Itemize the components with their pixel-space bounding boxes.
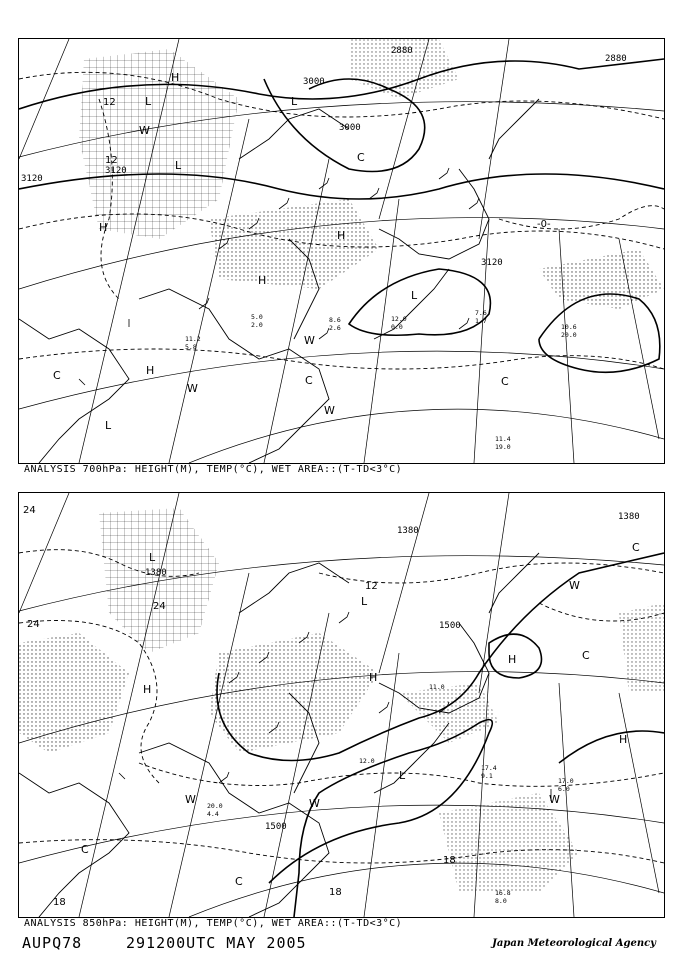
station-value: 6.0: [558, 785, 570, 793]
station-value: 10.6: [561, 323, 577, 331]
station-value: 8.6: [329, 316, 341, 324]
wet-areas: [19, 508, 664, 893]
low-center: L: [291, 95, 298, 108]
station-value: 5.8: [185, 343, 197, 351]
chart-code: AUPQ78: [22, 934, 83, 952]
station-value: 20.0: [207, 802, 223, 810]
station-value: 2.6: [329, 324, 341, 332]
station-value: 0.0: [391, 323, 403, 331]
high-center: H: [171, 71, 180, 84]
isotherm-label: 24: [23, 505, 36, 516]
station-value: 11.2: [185, 335, 201, 343]
height-label: 1500: [439, 621, 461, 631]
station-value: 1.7: [475, 317, 487, 325]
high-center: H: [99, 221, 108, 234]
station-value: 20.0: [561, 331, 577, 339]
low-center: L: [411, 289, 418, 302]
isotherm-label: 24: [27, 619, 40, 630]
height-label: 3000: [339, 123, 361, 133]
height-label: 1380: [145, 568, 167, 578]
high-center: H: [619, 733, 628, 746]
station-value: 5.0: [251, 313, 263, 321]
low-center: L: [361, 595, 368, 608]
height-label: 3120: [105, 166, 127, 176]
warm-center: W: [324, 404, 335, 417]
station-value: 17.4: [481, 764, 497, 772]
high-center: H: [369, 671, 378, 684]
warm-center: W: [139, 124, 150, 137]
warm-center: W: [569, 579, 580, 592]
station-value: 2.0: [251, 321, 263, 329]
high-center: H: [258, 274, 267, 287]
high-center: H: [508, 653, 517, 666]
cold-center: C: [305, 374, 313, 387]
low-center: L: [399, 769, 406, 782]
map-panel-850hpa: [18, 492, 665, 918]
cold-center: C: [582, 649, 590, 662]
isotherm-label: 18: [329, 887, 342, 898]
map-canvas-700hpa: [19, 39, 664, 463]
isotherm-label: 12: [105, 155, 118, 166]
pressure-centers: [143, 551, 627, 782]
height-label: 3120: [21, 174, 43, 184]
height-label: 3120: [481, 258, 503, 268]
isotherm-label: 18: [443, 855, 456, 866]
isotherm-label: 18: [53, 897, 66, 908]
map-panel-700hpa: [18, 38, 665, 464]
height-label: 1380: [618, 512, 640, 522]
panel-caption-700hpa: ANALYSIS 700hPa: HEIGHT(M), TEMP(°C), WET AREA::(T-TD<3°C): [24, 464, 403, 475]
station-observations: [185, 309, 577, 451]
station-value: 4.4: [207, 810, 219, 818]
cold-center: C: [501, 375, 509, 388]
panel-caption-850hpa: ANALYSIS 850hPa: HEIGHT(M), TEMP(°C), WET AREA::(T-TD<3°C): [24, 918, 403, 929]
cold-center: C: [81, 843, 89, 856]
height-label: 1500: [265, 822, 287, 832]
station-value: 8.0: [495, 897, 507, 905]
station-value: 9.1: [481, 772, 493, 780]
low-center: L: [175, 159, 182, 172]
low-center: L: [149, 551, 156, 564]
warm-center: W: [304, 334, 315, 347]
height-label: 3000: [303, 77, 325, 87]
map-canvas-850hpa: [19, 493, 664, 917]
height-label: 1380: [397, 526, 419, 536]
cold-center: C: [357, 151, 365, 164]
low-center: L: [105, 419, 112, 432]
station-value: 11.0: [429, 683, 445, 691]
height-label: 2880: [605, 54, 627, 64]
height-label: 2880: [391, 46, 413, 56]
station-value: 16.8: [495, 889, 511, 897]
station-value: 19.0: [495, 443, 511, 451]
warm-center: W: [187, 382, 198, 395]
high-center: H: [143, 683, 152, 696]
station-value: 12.0: [359, 757, 375, 765]
station-value: 12.0: [391, 315, 407, 323]
warm-center: W: [309, 797, 320, 810]
high-center: H: [337, 229, 346, 242]
agency-credit: Japan Meteorological Agency: [492, 938, 656, 949]
isotherm-label: 12: [365, 581, 378, 592]
warm-center: W: [185, 793, 196, 806]
isotherm-label: 12: [103, 97, 116, 108]
station-value: 11.4: [495, 435, 511, 443]
isotherm-label: 24: [153, 601, 166, 612]
isotherm-label: -0-: [537, 219, 551, 230]
cold-center: C: [632, 541, 640, 554]
warm-center: W: [549, 793, 560, 806]
chart-valid-time: 291200UTC MAY 2005: [126, 934, 307, 952]
high-center: H: [146, 364, 155, 377]
station-value: 7.6: [475, 309, 487, 317]
cold-center: C: [53, 369, 61, 382]
station-value: 17.0: [558, 777, 574, 785]
cold-center: C: [235, 875, 243, 888]
low-center: L: [145, 95, 152, 108]
